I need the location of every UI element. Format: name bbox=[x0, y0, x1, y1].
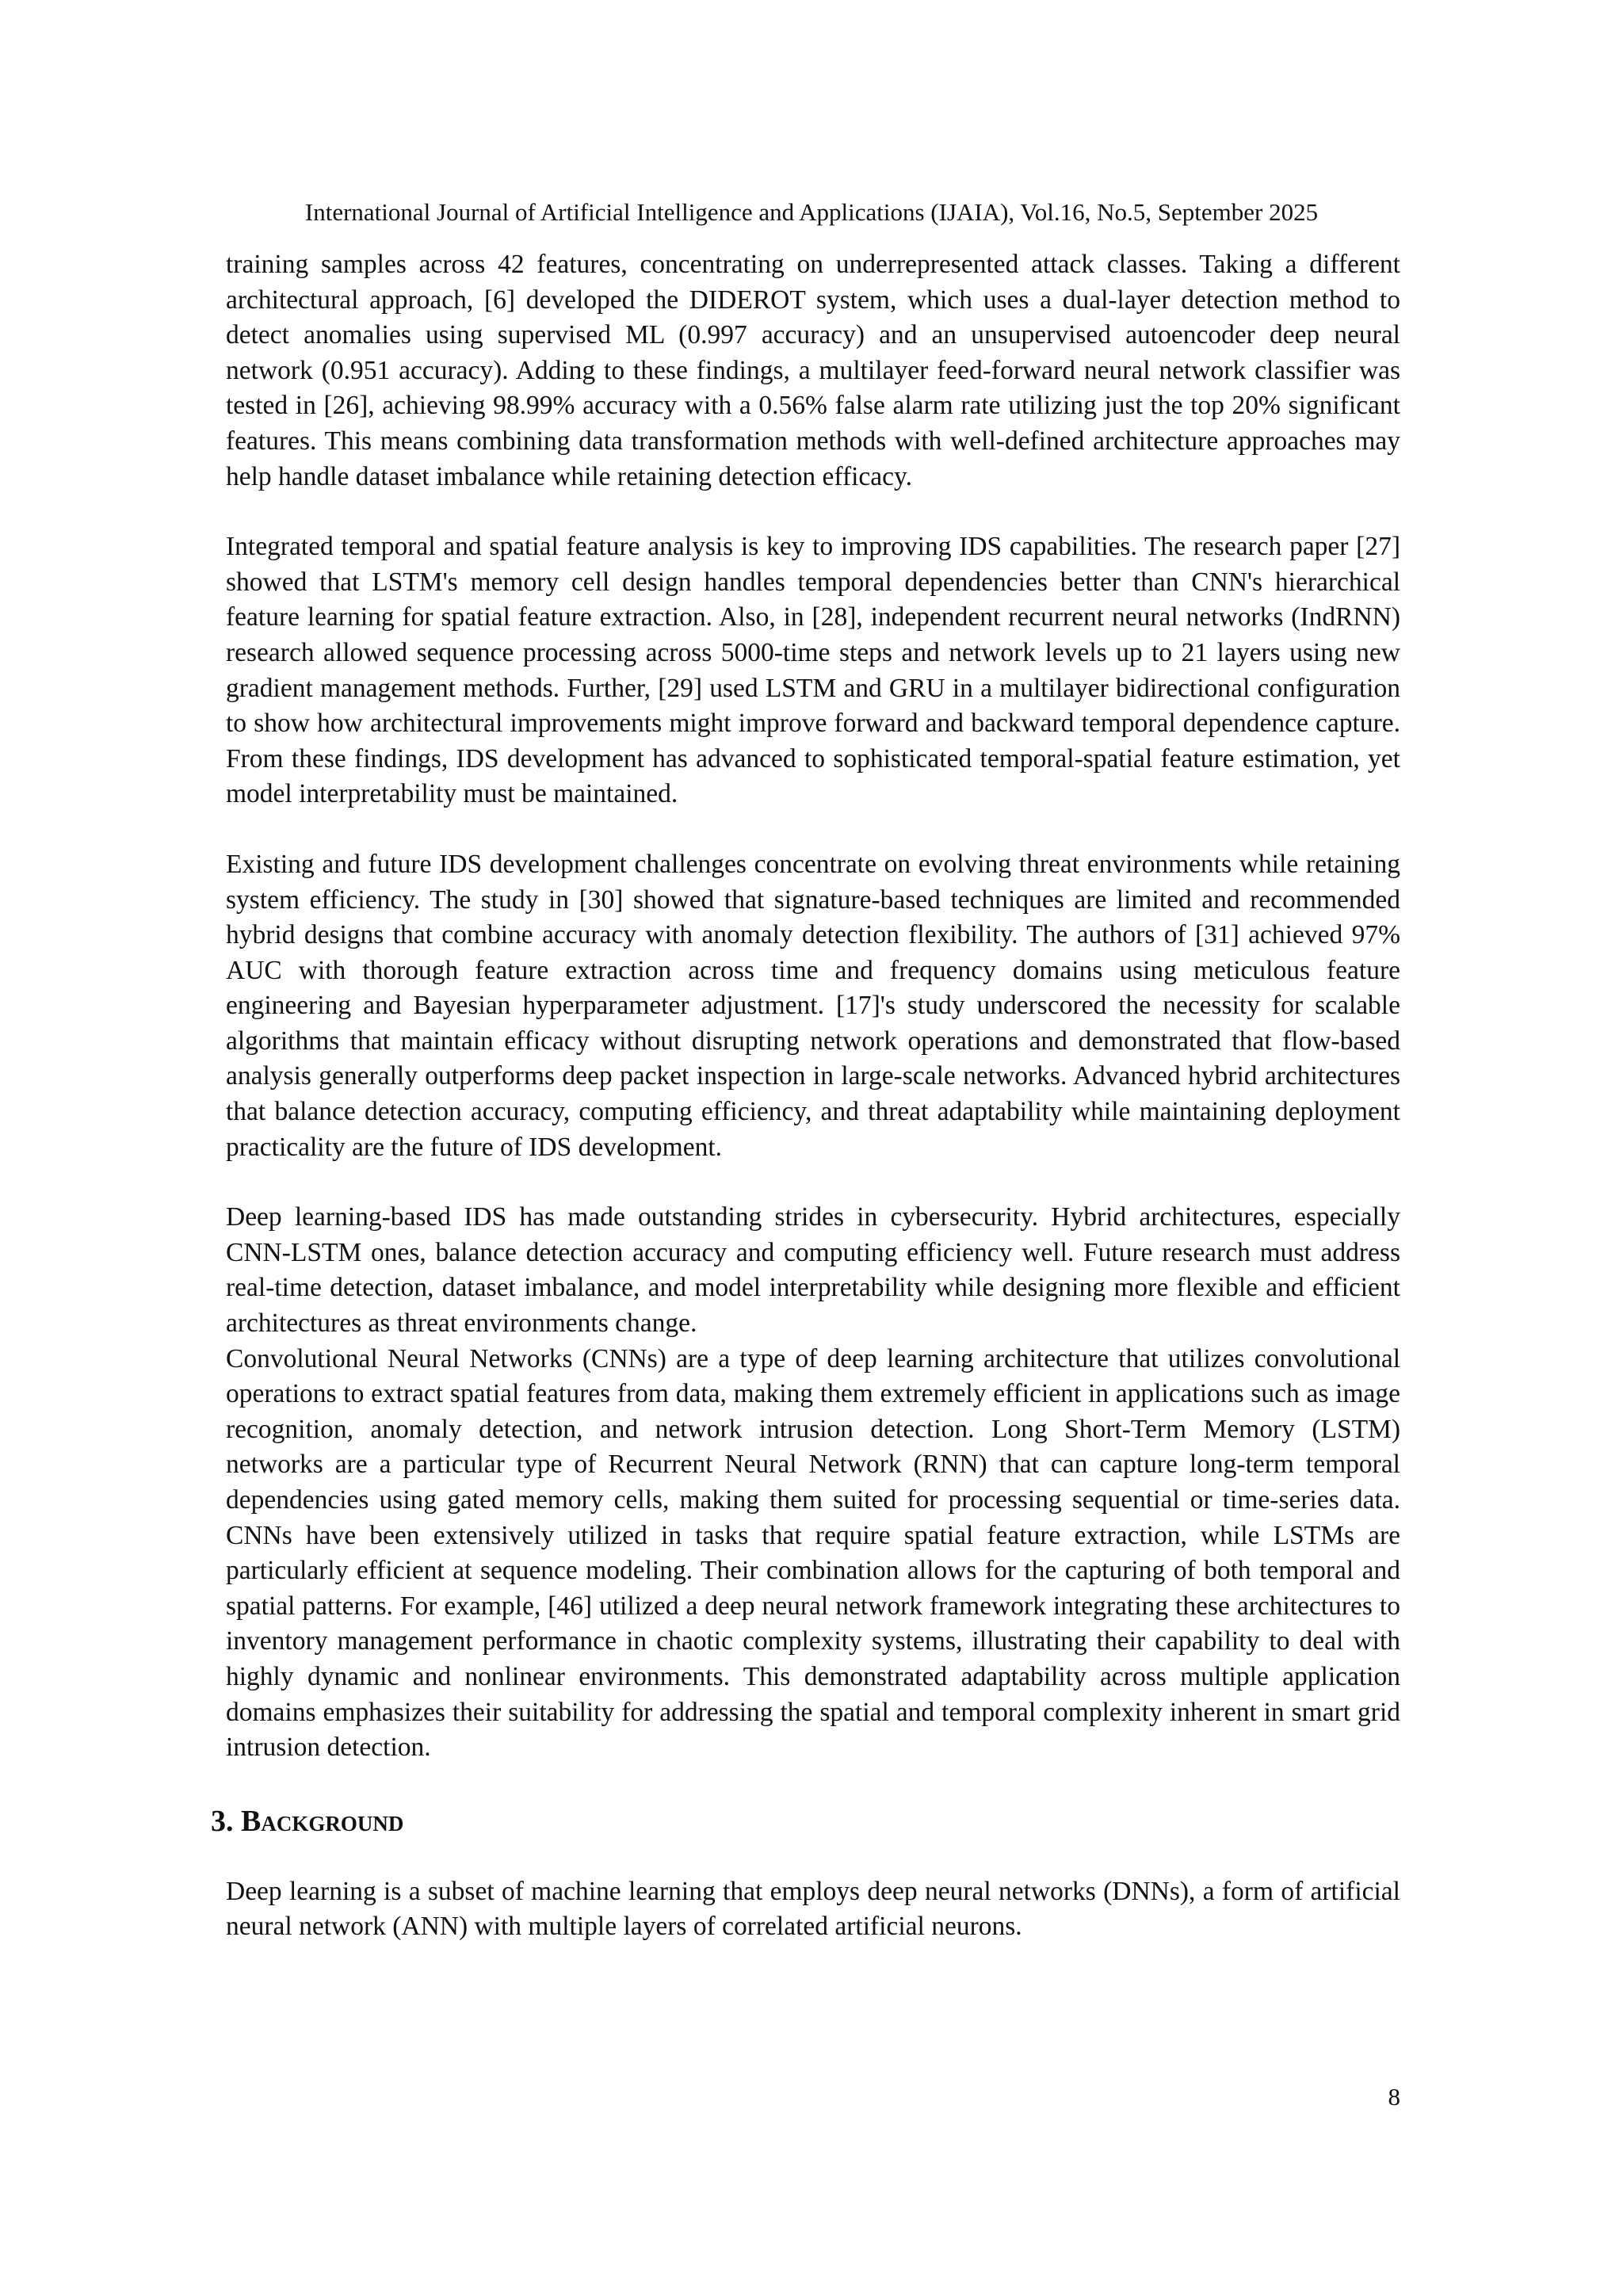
section-heading-background: 3. Background bbox=[211, 1804, 404, 1838]
paragraph-dataset-imbalance: training samples across 42 features, concentrating on underrepresented attack classes. Taking a different architectural approach, [6] developed the DIDEROT system, which uses a dual-layer detection method to detect anomalies using supervised ML (0.997 accuracy) and an unsupervised autoencoder deep neural network (0.951 accuracy). Adding to these findings, a multilayer feed-forward neural network classifier was tested in [26], achieving 98.99% accuracy with a 0.56% false alarm rate utilizing just the top 20% significant features. This means combining data transformation methods with well-defined architecture approaches may help handle dataset imbalance while retaining detection efficacy. bbox=[226, 250, 1400, 491]
page-body bbox=[211, 247, 1400, 1945]
paragraph-deep-learning-ids: Deep learning-based IDS has made outstanding strides in cybersecurity. Hybrid architectures, especially CNN-LSTM ones, balance detection accuracy and computing efficiency well. Future research must address real-time detection, dataset imbalance, and model interpretability while designing more flexible and efficient architectures as threat environments change. bbox=[226, 1202, 1400, 1339]
paragraph-background-intro: Deep learning is a subset of machine learning that employs deep neural networks (DNNs), a form of artificial neural network (ANN) with multiple layers of correlated artificial neurons. bbox=[226, 1876, 1400, 1942]
paragraph-temporal-spatial: Integrated temporal and spatial feature analysis is key to improving IDS capabilities. The research paper [27] showed that LSTM's memory cell design handles temporal dependencies better than CNN's hierarchical feature learning for spatial feature extraction. Also, in [28], independent recurrent neural networks (IndRNN) research allowed sequence processing across 5000-time steps and network levels up to 21 layers using new gradient management methods. Further, [29] used LSTM and GRU in a multilayer bidirectional configuration to show how architectural improvements might improve forward and backward temporal dependence capture. From these findings, IDS development has advanced to sophisticated temporal-spatial feature estimation, yet model interpretability must be maintained. bbox=[226, 532, 1400, 809]
running-header: International Journal of Artificial Intelligence and Applications (IJAIA), Vol.16, No.5, September 2025 bbox=[304, 198, 1319, 226]
paragraph-future-challenges: Existing and future IDS development challenges concentrate on evolving threat environments while retaining system efficiency. The study in [30] showed that signature-based techniques are limited and recommended hybrid designs that combine accuracy with anomaly detection flexibility. The authors of [31] achieved 97% AUC with thorough feature extraction across time and frequency domains using meticulous feature engineering and Bayesian hyperparameter adjustment. [17]'s study underscored the necessity for scalable algorithms that maintain efficacy without disrupting network operations and demonstrated that flow-based analysis generally outperforms deep packet inspection in large-scale networks. Advanced hybrid architectures that balance detection accuracy, computing efficiency, and threat adaptability while maintaining deployment practicality are the future of IDS development. bbox=[226, 849, 1400, 1162]
paragraph-cnn-lstm: Convolutional Neural Networks (CNNs) are a type of deep learning architecture that utilizes convolutional operations to extract spatial features from data, making them extremely efficient in applications such as image recognition, anomaly detection, and network intrusion detection. Long Short-Term Memory (LSTM) networks are a particular type of Recurrent Neural Network (RNN) that can capture long-term temporal dependencies using gated memory cells, making them suited for processing sequential or time-series data. CNNs have been extensively utilized in tasks that require spatial feature extraction, while LSTMs are particularly efficient at sequence modeling. Their combination allows for the capturing of both temporal and spatial patterns. For example, [46] utilized a deep neural network framework integrating these architectures to inventory management performance in chaotic complexity systems, illustrating their capability to deal with highly dynamic and nonlinear environments. This demonstrated adaptability across multiple application domains emphasizes their suitability for addressing the spatial and temporal complexity inherent in smart grid intrusion detection. bbox=[226, 1343, 1400, 1763]
page-number: 8 bbox=[1388, 2083, 1400, 2111]
